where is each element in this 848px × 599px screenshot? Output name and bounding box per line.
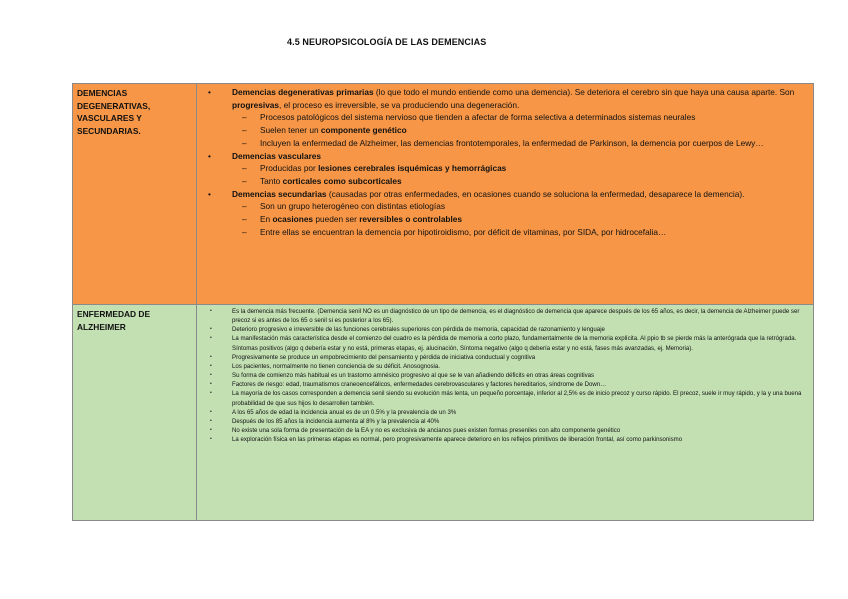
list-item xyxy=(199,417,809,426)
item-text: Deterioro progresivo e irreversible de las funciones cerebrales superiores con pérdida de memoria, capacidad de razonamiento y lenguaje xyxy=(232,326,605,334)
list-item xyxy=(199,353,809,362)
bullet-lead: Demencias secundarias xyxy=(232,188,327,199)
item-text: No existe una sola forma de presentación de la EA y no es exclusiva de ancianos pues existen formas preseniles con alto componente genético xyxy=(232,427,621,435)
item-text: Factores de riesgo: edad, traumatismos craneoencefálicos, enfermedades cerebrovasculares y factores hereditarios, síndrome de Down… xyxy=(232,381,607,389)
dash-icon: – xyxy=(242,112,247,123)
dash-icon: – xyxy=(242,163,247,174)
sub-item xyxy=(199,162,809,175)
item-text: Es la demencia más frecuente. (Demencia senil NO es un diagnóstico de un tipo de demencia, es el diagnóstico de demencia que aparece después de los 65 años, es decir, la demencia de Alzheimer puede ser precoz si es antes de los 65 o senil si es posterior a los 65). xyxy=(232,308,800,325)
sub-bold: corticales como subcorticales xyxy=(282,175,402,186)
bullet-text-end: , el proceso es irreversible, se va produciendo una degeneración. xyxy=(279,99,520,110)
list-item xyxy=(199,150,809,163)
item-text: La manifestación más característica desde el comienzo del cuadro es la pérdida de memoria a corto plazo, fundamentalmente de la memoria explícita. Al ppio tb se pierde más la anterógrada que la retrógrada. Síntomas positivos (algo q debería estar y no está, primeras etapas, ej. alucinación, Síntoma negativo (algo q debería estar y no está, fases más avanzadas, ej. Memoria). xyxy=(232,335,797,352)
table-row xyxy=(73,305,814,521)
list-item xyxy=(199,426,809,435)
sub-text: Suelen tener un xyxy=(260,125,321,136)
item-text: A los 65 años de edad la incidencia anual es de un 0.5% y la prevalencia de un 3% xyxy=(232,408,457,416)
item-text: Progresivamente se produce un empobrecimiento del pensamiento y pérdida de iniciativa conductual y cognitiva xyxy=(232,353,536,361)
sub-text: En xyxy=(260,214,273,225)
sub-text: Tanto xyxy=(260,175,283,186)
sub-item xyxy=(199,111,809,124)
item-text: Después de los 85 años la incidencia aumenta al 8% y la prevalencia al 40% xyxy=(232,417,440,425)
item-text: Los pacientes, normalmente no tienen conciencia de su déficit. Anosognosia. xyxy=(232,362,440,370)
sub-item xyxy=(199,226,809,239)
list-item xyxy=(199,389,809,407)
sub-item xyxy=(199,124,809,137)
bullet-lead: Demencias vasculares xyxy=(232,150,322,161)
list-item xyxy=(199,325,809,334)
bullet-icon: • xyxy=(210,326,212,333)
list-item xyxy=(199,188,809,201)
row-label: DEMENCIAS DEGENERATIVAS, VASCULARES Y SECUNDARIAS. xyxy=(73,84,197,305)
list-item xyxy=(199,307,809,325)
sub-text: Procesos patológicos del sistema nervioso que tienden a afectar de forma selectiva a determinados sistemas neurales xyxy=(260,112,696,123)
row-content xyxy=(197,305,814,521)
bullet-list xyxy=(199,307,809,444)
bullet-icon: • xyxy=(210,417,212,424)
row-label: ENFERMEDAD DE ALZHEIMER xyxy=(73,305,197,521)
sub-bold: componente genético xyxy=(320,125,407,136)
sub-item xyxy=(199,137,809,150)
list-item xyxy=(199,86,809,111)
bullet-icon: • xyxy=(208,150,211,161)
bullet-text: (causadas por otras enfermedades, en ocasiones cuando se soluciona la enfermedad, desaparece la demencia). xyxy=(326,188,745,199)
list-item xyxy=(199,362,809,371)
bullet-text: (lo que todo el mundo entiende como una demencia). Se deteriora el cerebro sin que haya una causa aparte. Son xyxy=(373,87,795,97)
sub-bold: reversibles o controlables xyxy=(359,214,463,225)
dash-icon: – xyxy=(242,125,247,136)
sub-text: Son un grupo heterogéneo con distintas etiologías xyxy=(260,201,445,212)
bullet-icon: • xyxy=(208,188,211,199)
content-table xyxy=(72,83,814,521)
sub-text: pueden ser xyxy=(313,214,360,225)
bullet-icon: • xyxy=(210,381,212,388)
sub-text: Incluyen la enfermedad de Alzheimer, las demencias frontotemporales, la enfermedad de Parkinson, la demencia por cuerpos de Lewy… xyxy=(260,137,764,148)
bullet-icon: • xyxy=(208,87,211,97)
sub-item xyxy=(199,175,809,188)
list-item xyxy=(199,334,809,352)
sub-text: Producidas por xyxy=(260,163,319,174)
sub-bold: ocasiones xyxy=(272,214,314,225)
bullet-list xyxy=(199,86,809,238)
dash-icon: – xyxy=(242,137,247,148)
list-item xyxy=(199,371,809,380)
bullet-icon: • xyxy=(210,335,212,342)
bullet-bold: progresivas xyxy=(232,99,280,110)
row-content xyxy=(197,84,814,305)
list-item xyxy=(199,408,809,417)
dash-icon: – xyxy=(242,175,247,186)
bullet-icon: • xyxy=(210,436,212,443)
item-text: Su forma de comienzo más habitual es un trastorno amnésico progresivo al que se le van añadiendo déficits en otras áreas cognitivas xyxy=(232,372,595,380)
sub-item xyxy=(199,213,809,226)
sub-text: Entre ellas se encuentran la demencia por hipotiroidismo, por déficit de vitaminas, por SIDA, por hidrocefalia… xyxy=(260,226,667,237)
bullet-icon: • xyxy=(210,408,212,415)
bullet-icon: • xyxy=(210,353,212,360)
item-text: La exploración física en las primeras etapas es normal, pero progresivamente aparece deterioro en los reflejos primitivos de liberación frontal, así como parkinsonismo xyxy=(232,436,683,444)
dash-icon: – xyxy=(242,214,247,225)
dash-icon: – xyxy=(242,201,247,212)
bullet-icon: • xyxy=(210,308,212,314)
sub-bold: lesiones cerebrales isquémicas y hemorrágicas xyxy=(318,163,507,174)
bullet-lead: Demencias degenerativas primarias xyxy=(232,87,374,97)
bullet-icon: • xyxy=(210,427,212,434)
table-row xyxy=(73,84,814,305)
page-title: 4.5 NEUROPSICOLOGÍA DE LAS DEMENCIAS xyxy=(287,37,487,47)
list-item xyxy=(199,435,809,444)
sub-item xyxy=(199,200,809,213)
dash-icon: – xyxy=(242,226,247,237)
bullet-icon: • xyxy=(210,362,212,369)
bullet-icon: • xyxy=(210,390,212,397)
bullet-icon: • xyxy=(210,372,212,379)
item-text: La mayoría de los casos corresponden a demencia senil siendo su evolución más lenta, un pequeño porcentaje, inferior al 2,5% es de inicio precoz y curso rápido. El precoz, suele ir muy rápido, y la y una buena probabilidad de que sus hijos lo desarrollen también. xyxy=(232,390,802,407)
list-item xyxy=(199,380,809,389)
